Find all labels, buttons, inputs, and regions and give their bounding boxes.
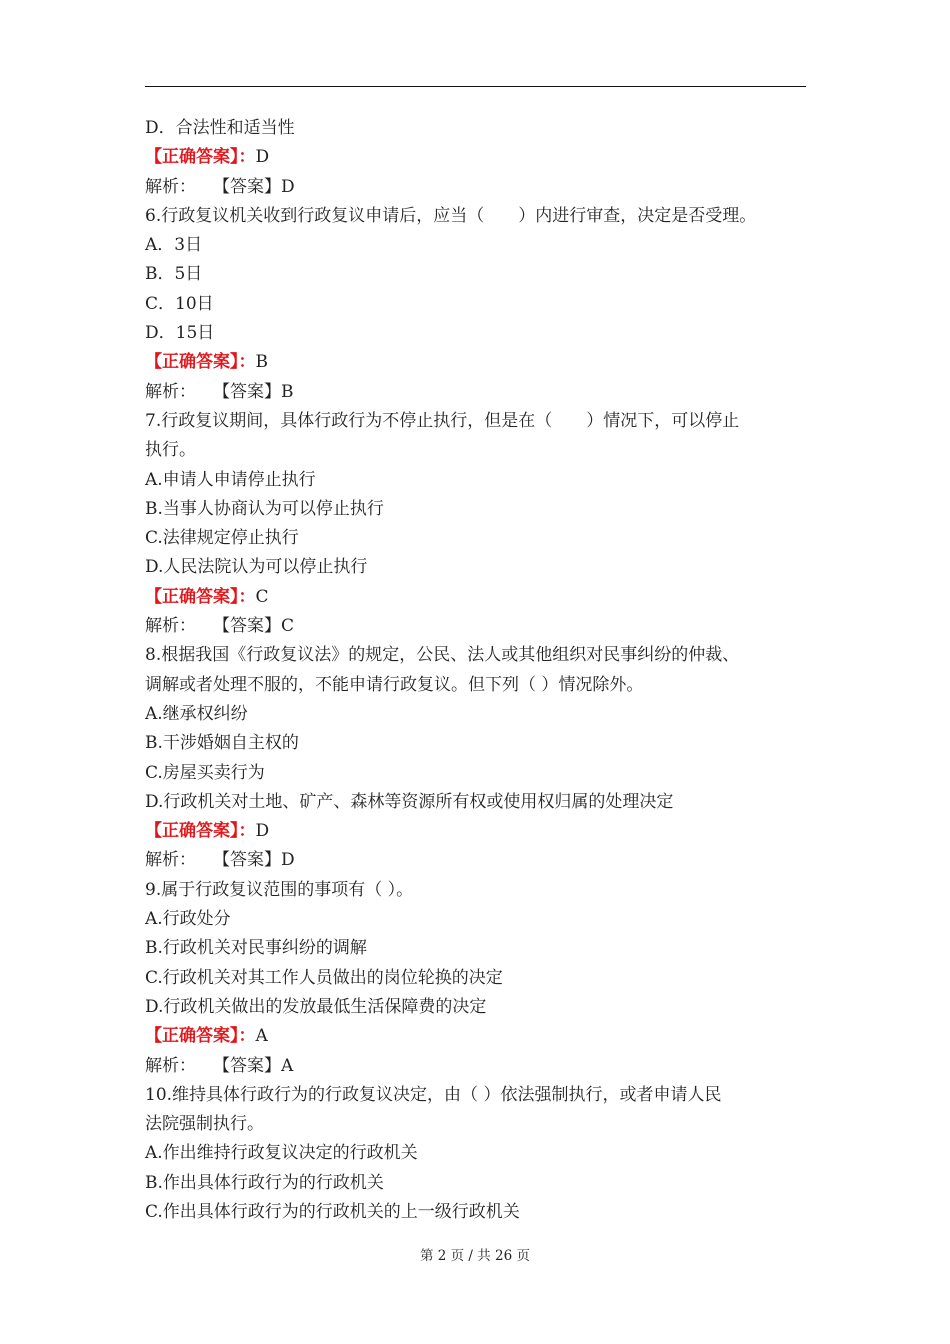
correct-answer-label: 【正确答案】 [145, 821, 239, 842]
text-line: B.干涉婚姻自主权的 [145, 733, 299, 754]
text-line: C.行政机关对其工作人员做出的岗位轮换的决定 [145, 967, 503, 988]
page-footer: 第 2 页 / 共 26 页 [419, 1248, 531, 1264]
text-line: A.继承权纠纷 [145, 703, 248, 724]
answer-separator: ： [238, 352, 256, 373]
text-line: A．3日 [145, 235, 203, 256]
correct-answer-line [145, 143, 825, 172]
answer-value: C [255, 586, 269, 607]
text-line: 法院强制执行。 [145, 1114, 264, 1135]
document-body [145, 114, 825, 1227]
text-line: 解析： 【答案】A [145, 1055, 294, 1076]
text-line: D.人民法院认为可以停止执行 [145, 557, 368, 578]
answer-value: D [255, 147, 270, 168]
text-line: B.作出具体行政行为的行政机关 [145, 1172, 384, 1193]
text-line: B.当事人协商认为可以停止执行 [145, 498, 384, 519]
text-line: A.作出维持行政复议决定的行政机关 [145, 1143, 418, 1164]
text-line: B.行政机关对民事纠纷的调解 [145, 938, 367, 959]
text-line: D.行政机关做出的发放最低生活保障费的决定 [145, 996, 487, 1017]
answer-separator: ： [238, 1026, 256, 1047]
text-line: 6.行政复议机关收到行政复议申请后，应当（ ）内进行审查，决定是否受理。 [145, 205, 757, 226]
text-line: C.作出具体行政行为的行政机关的上一级行政机关 [145, 1201, 520, 1222]
text-line: 7.行政复议期间，具体行政行为不停止执行，但是在（ ）情况下，可以停止 [145, 410, 740, 431]
answer-value: D [255, 821, 270, 842]
text-line: 解析： 【答案】D [145, 850, 295, 871]
correct-answer-label: 【正确答案】 [145, 1026, 239, 1047]
answer-value: A [255, 1026, 268, 1047]
text-line: 执行。 [145, 440, 196, 461]
correct-answer-label: 【正确答案】 [145, 147, 239, 168]
text-line: C.法律规定停止执行 [145, 528, 299, 549]
text-line: B．5日 [145, 264, 203, 285]
text-line: C．10日 [145, 293, 214, 314]
correct-answer-line [145, 817, 825, 846]
correct-answer-line [145, 348, 825, 377]
answer-value: B [255, 352, 268, 373]
answer-separator: ： [238, 586, 256, 607]
correct-answer-line [145, 583, 825, 612]
text-line: 解析： 【答案】B [145, 381, 294, 402]
text-line: 10.维持具体行政行为的行政复议决定，由（ ）依法强制执行，或者申请人民 [145, 1084, 722, 1105]
text-line: 解析： 【答案】D [145, 176, 295, 197]
text-line: 解析： 【答案】C [145, 616, 295, 637]
text-line: D．合法性和适当性 [145, 118, 295, 138]
correct-answer-line [145, 1022, 825, 1051]
text-line: 8.根据我国《行政复议法》的规定，公民、法人或其他组织对民事纠纷的仲裁、 [145, 645, 740, 666]
text-line: 调解或者处理不服的，不能申请行政复议。但下列（ ）情况除外。 [145, 674, 644, 695]
answer-separator: ： [238, 147, 256, 168]
correct-answer-label: 【正确答案】 [145, 586, 239, 607]
header-rule [145, 86, 806, 87]
text-line: D．15日 [145, 323, 215, 344]
correct-answer-label: 【正确答案】 [145, 352, 239, 373]
text-line: D.行政机关对土地、矿产、森林等资源所有权或使用权归属的处理决定 [145, 791, 674, 812]
answer-separator: ： [238, 821, 256, 842]
text-line: C.房屋买卖行为 [145, 762, 265, 783]
text-line: A.申请人申请停止执行 [145, 469, 316, 490]
text-line: A.行政处分 [145, 909, 231, 930]
text-line: 9.属于行政复议范围的事项有（ ）。 [145, 879, 414, 900]
